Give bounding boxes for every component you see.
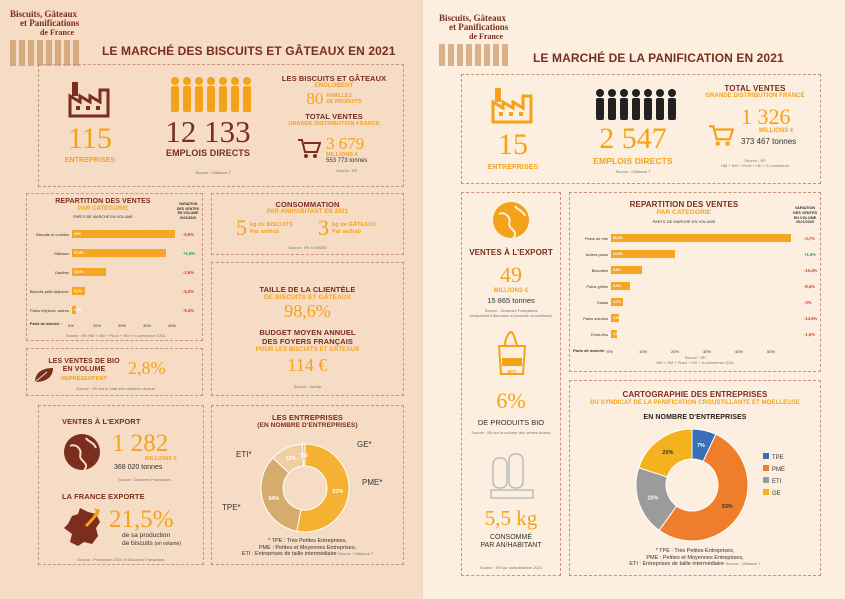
france-l1: de sa production (122, 532, 171, 539)
legend-eti-label: ETI (772, 479, 782, 485)
budget-l3: POUR LES BISCUITS ET GÂTEAUX (255, 347, 360, 353)
r-ventes-tonnes: 373 467 tonnes (741, 137, 797, 146)
bar-label: Pains de mie (584, 236, 608, 241)
pie-value-label: 20% (662, 449, 674, 456)
legend-eti (763, 476, 785, 488)
france-map-icon (62, 506, 102, 550)
variation-value: +1,5% (183, 251, 195, 256)
bio-source: Source : IRI sur le total des volumes vendus (76, 386, 155, 391)
left-title: LE MARCHÉ DES BISCUITS ET GÂTEAUX EN 2021 (102, 44, 396, 58)
logo-right-l2: et Panifications (449, 22, 509, 32)
r-pie-note-1: * TPE : Très Petites Entreprises, (655, 548, 735, 554)
right-page (423, 0, 845, 599)
logo-right (439, 14, 519, 66)
variation-value: +1,6% (804, 252, 816, 257)
pie-value-label: 53% (721, 503, 733, 510)
budget-value: 114 € (287, 355, 328, 375)
bar-value: 3,7% (613, 300, 621, 304)
france-text (122, 532, 181, 548)
emplois-value: 12 133 (165, 114, 251, 149)
r-bio-label: DE PRODUITS BIO (477, 418, 545, 427)
conso-u2b: Par an/hab (332, 229, 362, 235)
conso-v2: 3 (318, 215, 329, 240)
bread-icon (489, 448, 535, 502)
right-title: LE MARCHÉ DE LA PANIFICATION EN 2021 (533, 51, 784, 65)
variation-value: -8,4% (804, 284, 815, 289)
legend-pme-label: PME (772, 467, 786, 473)
logo-right-l1: Biscuits, Gâteaux (439, 13, 507, 23)
r-entreprises-label: ENTREPRISES (487, 164, 539, 171)
r-emplois-value: 2 547 (599, 122, 667, 155)
bar-value: 5,9% (613, 284, 621, 288)
pie-value-label: 20% (647, 495, 659, 502)
pie-label-eti: ETI* (236, 450, 252, 459)
r-ventes-l1: TOTAL VENTES (724, 84, 786, 93)
entreprises-label: ENTREPRISES (64, 157, 116, 164)
legend-tpe (763, 452, 785, 464)
bar-label: Gâteaux (53, 251, 69, 256)
tick-label: 10% (93, 323, 102, 328)
logo (10, 10, 90, 66)
r-rep-axis: PARTS DE MARCHÉ EN VOLUME (652, 219, 716, 224)
r-export-title: VENTES À L'EXPORT (469, 248, 553, 257)
r-rep-grid (611, 230, 771, 348)
left-rep-grid (72, 228, 172, 324)
r-rep-source: Source : IRI (684, 355, 706, 360)
legend-pme (763, 464, 785, 476)
bio-l3: REPRÉSENTENT (61, 376, 107, 382)
r-bio-source: Source : IRI sur le volume des ventes totales (471, 430, 551, 435)
tick-label: 20% (671, 349, 680, 354)
bar-label: Gaufres (54, 270, 69, 275)
pie-note-2: PME : Petites et Moyennes Entreprises, (258, 544, 357, 551)
tick-label: 30% (703, 349, 712, 354)
r-rep-parts: Parts de marché : (573, 348, 607, 353)
r-ventes-source: Source : IRI (744, 158, 766, 163)
variation-value: -5,4% (183, 308, 194, 313)
bar (72, 249, 166, 257)
englobent-l1: LES BISCUITS ET GÂTEAUX (281, 74, 387, 83)
left-pie-title: LES ENTREPRISES (271, 413, 344, 422)
bar-label: Extra-fins (591, 332, 608, 337)
tick-label: 10% (639, 349, 648, 354)
bar-label: Biscuits petit déjeuner (29, 289, 69, 294)
bar-label: Biscuits et cookies (36, 232, 69, 237)
france-source: Source : Production 2020 et Douanes Françaises (77, 557, 165, 562)
tick-label: 0% (607, 349, 613, 354)
r-entreprises-value: 15 (498, 128, 528, 161)
tick-label: 50% (767, 349, 776, 354)
pie-note-1: * TPE : Très Petites Entreprises, (268, 538, 347, 544)
r-pie-note-2: PME : Petites et Moyennes Entreprises, (646, 554, 744, 561)
globe-icon (62, 432, 102, 472)
conso-u1b: Par an/hab (250, 229, 280, 235)
r-export-source2: (uniquement Biscottes et produits croustillants) (469, 313, 553, 318)
bio-l1: LES VENTES DE BIO (48, 358, 120, 365)
export-source: Source : Douanes Françaises (118, 477, 171, 482)
logo-biscuits-icon (10, 40, 80, 66)
r-ventes-l2: GRANDE DISTRIBUTION FRANCE (705, 93, 805, 99)
globe-icon-right (491, 200, 531, 240)
r-pie-legend (763, 452, 785, 500)
tick-label: 20% (118, 323, 127, 328)
left-rep-sub: PAR CATEGORIE (77, 206, 129, 212)
bio-l2: EN VOLUME (62, 366, 106, 373)
pie-label-pme: PME* (362, 478, 383, 487)
france-title: LA FRANCE EXPORTE (62, 492, 145, 501)
englobent-l2: ENGLOBENT (314, 83, 354, 89)
pie-value-label: 53% (332, 489, 344, 496)
r-ventes-value: 1 326 (741, 104, 791, 129)
taille-l1: TAILLE DE LA CLIENTÈLE (259, 285, 356, 294)
export-title: VENTES À L'EXPORT (62, 417, 141, 426)
englobent-block (278, 74, 390, 127)
tick-label: 40% (168, 323, 177, 328)
ventes-tonnes: 553 773 tonnes (326, 158, 368, 164)
bar-label: Pains d'épices, autres (29, 308, 69, 313)
r-conso-l2: PAR AN/HABITANT (480, 542, 542, 549)
left-page (0, 0, 421, 599)
export-value: 1 282 (112, 430, 169, 457)
pie-value-label: 1% (299, 453, 308, 460)
france-value: 21,5% (109, 506, 174, 533)
tick-label: 30% (143, 323, 152, 328)
r-pie-title: CARTOGRAPHIE DES ENTREPRISES (622, 390, 768, 399)
bar (611, 234, 791, 242)
bar-label: Biscottes (591, 268, 608, 273)
pie-label-tpe: TPE* (222, 503, 241, 512)
bar-value: 9,8% (613, 268, 621, 272)
factory-icon (68, 80, 112, 118)
legend-tpe-label: TPE (772, 455, 784, 461)
people-icon (168, 76, 256, 114)
france-l3: (en volume) (154, 541, 181, 547)
budget-source: Source : Kantar (293, 384, 322, 389)
englobent-l3: FAMILLES (326, 93, 352, 99)
left-rep-variation: VARIATION DES VENTES EN VOLUME 2021/2020 (176, 202, 200, 220)
bar-label: Autres pains (585, 252, 608, 257)
r-rep-sub: PAR CATEGORIE (656, 209, 712, 216)
cart-icon (297, 138, 321, 160)
left-pie-sub: (EN NOMBRE D'ENTREPRISES) (257, 422, 358, 429)
factory-icon-right (491, 86, 535, 124)
legend-ge (763, 488, 785, 500)
r-export-source: Source : Douanes Françaises (484, 308, 538, 313)
r-bio-value: 6% (496, 388, 526, 413)
conso-title: CONSOMMATION (275, 200, 340, 209)
conso-v1: 5 (236, 215, 247, 240)
legend-ge-label: GE (772, 491, 781, 497)
left-pie-chart (250, 438, 360, 536)
pie-value-label: 34% (268, 496, 280, 503)
variation-value: -3,7% (804, 236, 815, 241)
r-rep-source2: HM + SM + Proxi + HD + e-commerce GSA (656, 360, 734, 365)
ventes-source: Source : IRI (336, 168, 358, 173)
tick-label: 0% (68, 323, 74, 328)
conso-u1a: kg de BISCUITS (250, 222, 293, 228)
r-conso-l1: CONSOMMÉ (490, 534, 532, 541)
left-rep-source: Source : IRI HM + SM + Proxi + HD + e-commerce GSA (65, 333, 166, 338)
bar-value: 2,5% (613, 316, 621, 320)
bar-label: Pains grillés (586, 284, 608, 289)
bar-value: 5,1% (74, 289, 82, 293)
r-export-value: 49 (500, 262, 522, 287)
r-pie-note-3: ETI : Entreprises de taille intermédiaire (629, 561, 725, 567)
variation-value: -5,9% (183, 232, 194, 237)
bar-label: Pains suédois (583, 316, 608, 321)
r-rep-title: REPARTITION DES VENTES (629, 200, 739, 209)
left-rep-axis: PARTS DE MARCHÉ EN VOLUME (73, 215, 133, 219)
bar-value: 2,0% (613, 332, 621, 336)
r-pie-source: Source : l'Alliance 7 (725, 561, 761, 566)
r-conso-value: 5,5 kg (484, 506, 538, 530)
englobent-value: 80 (306, 89, 324, 108)
r-export-unit: MILLIONS € (493, 288, 529, 294)
bar-value: 1,6% (74, 308, 82, 312)
emplois-label: EMPLOIS DIRECTS (165, 148, 250, 158)
france-l2: de biscuits (122, 540, 153, 547)
budget-l2: DES FOYERS FRANÇAIS (261, 337, 354, 346)
bar-value: 19,9% (613, 252, 623, 256)
people-icon-right (593, 88, 681, 122)
englobent-l4: DE PRODUITS (326, 99, 362, 105)
right-pie-chart (629, 422, 755, 548)
bio-icon-label: BIO (507, 370, 517, 376)
r-pie-sub: DU SYNDICAT DE LA PANIFICATION CROUSTILLANTE ET MOELLEUSE (590, 400, 800, 406)
ventes-unit: MILLIONS € (326, 152, 358, 158)
logo-line-1: Biscuits, Gâteaux (10, 9, 78, 19)
logo-line-2: et Panifications (20, 18, 80, 28)
left-rep-title: REPARTITION DES VENTES (55, 198, 151, 205)
budget-l1: BUDGET MOYEN ANNUEL (259, 328, 356, 337)
conso-sub: PAR AN/HABITANT EN 2021 (266, 209, 349, 215)
ventes-l1: TOTAL VENTES (305, 112, 363, 121)
tick-label: 40% (735, 349, 744, 354)
r-export-tonnes: 15 865 tonnes (487, 296, 535, 305)
bar-value: 13,6% (74, 270, 84, 274)
variation-value: -5,3% (183, 289, 194, 294)
ventes-value: 3 679 (326, 134, 365, 153)
pie-value-label: 7% (696, 442, 705, 449)
logo-right-l3: de France (469, 32, 503, 41)
taille-value: 98,6% (284, 301, 331, 321)
cart-icon-right (708, 124, 734, 148)
r-ventes-source2: HM + SM + Proxi + HD + E-commerce (720, 163, 789, 168)
bar-value: 41% (74, 232, 82, 236)
variation-value: -1,6% (804, 332, 815, 337)
pie-value-label: 12% (285, 456, 297, 463)
taille-l2: DE BISCUITS ET GÂTEAUX (263, 294, 352, 301)
bio-value: 2,8% (128, 358, 166, 378)
r-ventes-unit: MILLIONS € (759, 128, 794, 134)
pie-note-3: ETI : Entreprises de taille intermédiaire (241, 551, 337, 557)
pie-label-ge: GE* (357, 440, 372, 449)
bar (72, 230, 175, 238)
r-rep-variation: VARIATION DES VENTES EN VOLUME 2021/2020 (792, 206, 818, 225)
variation-value: -14,5% (804, 316, 818, 321)
r-emplois-label: EMPLOIS DIRECTS (593, 156, 673, 166)
conso-source: Source : IRI et INSEE (288, 245, 327, 250)
bar-value: 56,3% (613, 236, 623, 240)
pie-source: Source : l'Alliance 7 (338, 551, 374, 556)
variation-value: -3% (804, 300, 812, 305)
export-unit: MILLIONS € (145, 456, 177, 462)
r-emplois-source: Source : l'Alliance 7 (615, 169, 651, 174)
variation-value: -2,6% (183, 270, 194, 275)
r-pie-sub2: EN NOMBRE D'ENTREPRISES (643, 414, 747, 421)
ventes-l2: GRANDE DISTRIBUTION FRANCE (288, 121, 380, 127)
entreprises-value: 115 (68, 122, 112, 155)
bar-label: Toasts (596, 300, 608, 305)
logo-right-icon (439, 44, 509, 66)
left-rep-parts: Parts de marché : (30, 322, 62, 326)
bar-value: 37,5% (74, 251, 84, 255)
conso-u2a: kg de GÂTEAUX (332, 222, 377, 228)
emplois-source: Source : l'Alliance 7 (195, 170, 231, 175)
r-conso-source: Source : IRI sur consolidation 2021 (479, 565, 543, 570)
export-tonnes: 368 020 tonnes (114, 464, 163, 471)
variation-value: -10,4% (804, 268, 818, 273)
logo-line-3: de France (40, 28, 74, 37)
